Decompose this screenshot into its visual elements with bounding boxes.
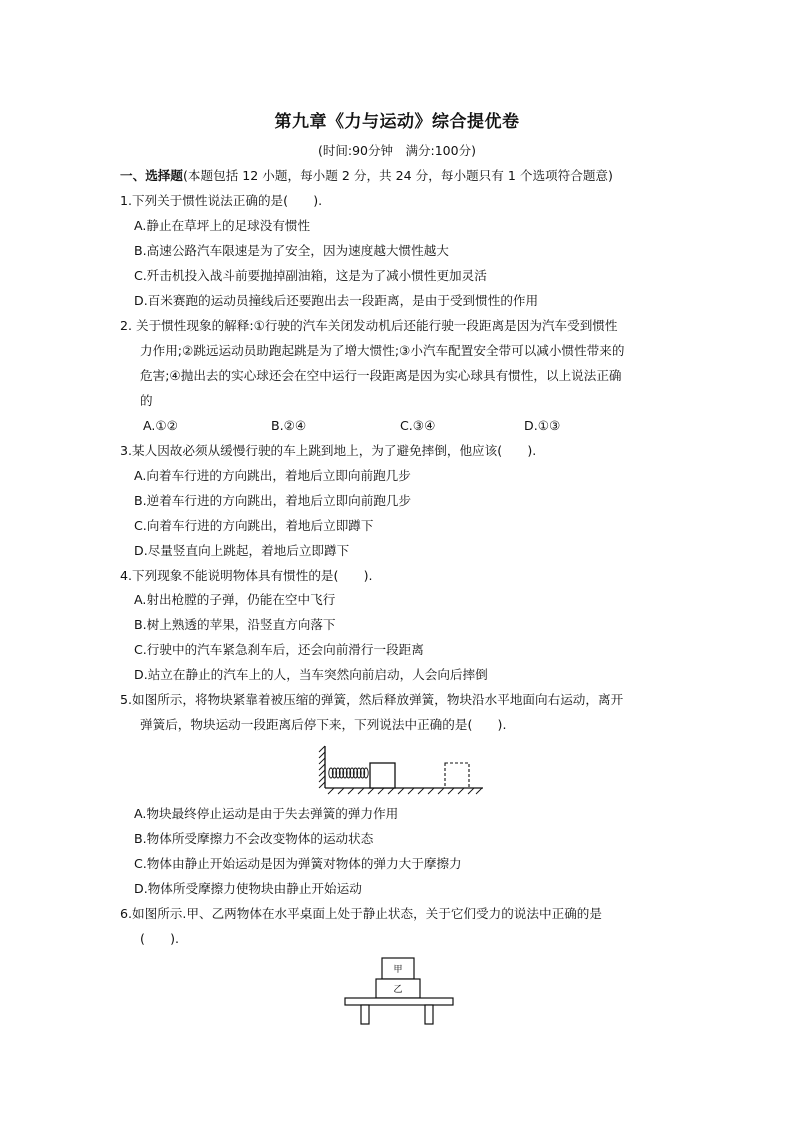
q5-stem-line1: 5.如图所示，将物块紧靠着被压缩的弹簧，然后释放弹簧，物块沿水平地面向右运动，离开 [120,692,624,707]
q3-option-c: C.向着车行进的方向跳出，着地后立即蹲下 [134,518,374,533]
q2-option-d: D.①③ [524,418,561,433]
table-leg-right [425,1005,433,1024]
exam-info: (时间:90分钟 满分:100分) [318,143,476,158]
q2-option-c: C.③④ [400,418,436,433]
ground-hatching [328,788,482,794]
q2-stem-line3: 危害;④抛出去的实心球还会在空中运行一段距离是因为实心球具有惯性，以上说法正确 [140,368,622,383]
q3-stem: 3.某人因故必须从缓慢行驶的车上跳到地上，为了避免摔倒，他应该( ). [120,443,537,458]
q5-option-b: B.物体所受摩擦力不会改变物体的运动状态 [134,831,374,846]
q5-stem-line2: 弹簧后，物块运动一段距离后停下来，下列说法中正确的是( ). [140,717,507,732]
q4-option-c: C.行驶中的汽车紧急刹车后，还会向前滑行一段距离 [134,642,424,657]
section-heading [120,168,613,184]
block-jia-label: 甲 [393,965,403,975]
q6-stem-line1: 6.如图所示.甲、乙两物体在水平桌面上处于静止状态，关于它们受力的说法中正确的是 [120,906,602,921]
q2-option-a: A.①② [143,418,178,433]
q1-option-b: B.高速公路汽车限速是为了安全，因为速度越大惯性越大 [134,243,449,258]
table-leg-left [361,1005,369,1024]
table-blocks-figure [342,956,462,1028]
q4-option-d: D.站立在静止的汽车上的人，当车突然向前启动，人会向后摔倒 [134,667,488,682]
compressed-spring [329,768,368,778]
q1-stem: 1.下列关于惯性说法正确的是( ). [120,193,323,208]
q1-option-c: C.歼击机投入战斗前要抛掉副油箱，这是为了减小惯性更加灵活 [134,268,487,283]
q3-option-b: B.逆着车行进的方向跳出，着地后立即向前跑几步 [134,493,412,508]
q6-stem-line2: ( ). [140,931,180,946]
block [370,763,395,788]
q3-option-a: A.向着车行进的方向跳出，着地后立即向前跑几步 [134,468,411,483]
q4-option-a: A.射出枪膛的子弹，仍能在空中飞行 [134,592,336,607]
q5-option-d: D.物体所受摩擦力使物块由静止开始运动 [134,881,362,896]
q5-option-c: C.物体由静止开始运动是因为弹簧对物体的弹力大于摩擦力 [134,856,462,871]
spring-block-figure [318,744,498,796]
q5-option-a: A.物块最终停止运动是由于失去弹簧的弹力作用 [134,806,399,821]
block-final-position [445,763,469,788]
section-title: 一、选择题 [120,168,183,183]
q1-option-d: D.百米赛跑的运动员撞线后还要跑出去一段距离，是由于受到惯性的作用 [134,293,539,308]
page-title: 第九章《力与运动》综合提优卷 [274,112,520,132]
block-yi-label: 乙 [393,985,403,995]
q4-stem: 4.下列现象不能说明物体具有惯性的是( ). [120,568,373,583]
q3-option-d: D.尽量竖直向上跳起，着地后立即蹲下 [134,543,350,558]
section-description: (本题包括 12 小题，每小题 2 分，共 24 分，每小题只有 1 个选项符合题意) [182,168,613,183]
wall-hatching [319,746,325,788]
q2-stem-line2: 力作用;②跳远运动员助跑起跳是为了增大惯性;③小汽车配置安全带可以减小惯性带来的 [140,343,625,358]
q2-stem-line1: 2. 关于惯性现象的解释:①行驶的汽车关闭发动机后还能行驶一段距离是因为汽车受到惯性 [120,318,618,333]
q1-option-a: A.静止在草坪上的足球没有惯性 [134,218,311,233]
table-top [345,998,453,1005]
q2-stem-line4: 的 [140,393,153,408]
q2-option-b: B.②④ [271,418,307,433]
q4-option-b: B.树上熟透的苹果，沿竖直方向落下 [134,617,336,632]
